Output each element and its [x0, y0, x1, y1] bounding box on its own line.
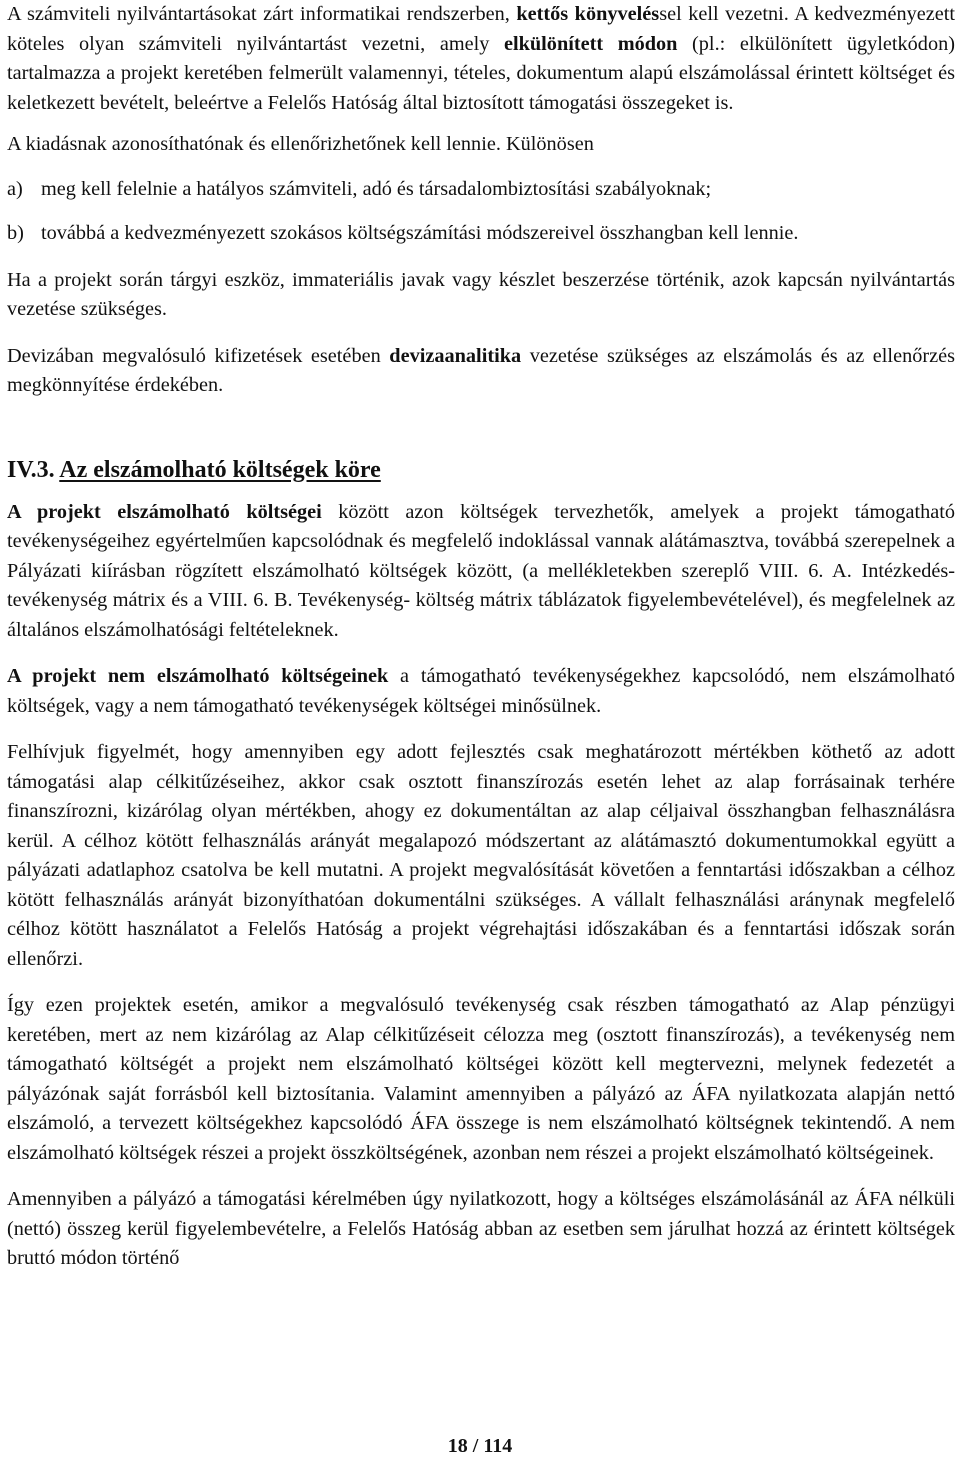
list-text: továbbá a kedvezményezett szokásos költségszámítási módszereivel összhangban kell lennie.	[41, 222, 799, 244]
bold-eligible-costs: A projekt elszámolható költségei	[7, 500, 322, 523]
section-title: Az elszámolható költségek köre	[59, 456, 381, 483]
paragraph-vat: Amennyiben a pályázó a támogatási kérelmében úgy nyilatkozott, hogy a költséges elszámolásánál az ÁFA nélküli (nettó) összeg kerül figyelembevételre, a Felelős Hatóság abban az esetben sem járulhat hozzá az érintett költségek bruttó módon történő	[7, 1188, 955, 1269]
section-heading	[7, 454, 955, 486]
paragraph-accounting-records: A számviteli nyilvántartásokat zárt informatikai rendszerben, kettős könyveléssel kell vezetni. A kedvezményezett köteles olyan számviteli nyilvántartást vezetni, amely elkülönített módon (pl.: elkülönített ügyletkódon) tartalmazza a projekt keretében felmerült valamennyi, tételes, dokumentum alapú elszámolással érintett költséget és keletkezett bevételt, beleértve a Felelős Hatóság által biztosított támogatási összegeket is.	[7, 3, 956, 114]
paragraph-partial-support: Így ezen projektek esetén, amikor a megvalósuló tevékenység csak részben támogatható az Alap pénzügyi keretében, mert az nem kizárólag az Alap célkitűzéseit célozza meg (osztott finanszírozás), a tevékenység nem támogatható költségét a projekt nem elszámolható költségei között kell megtervezni, melynek fedezetét a pályázónak saját forrásból kell biztosítania. Valamint amennyiben a pályázó az ÁFA nyilatkozata alapján nettó elszámoló, a tervezett költségekhez kapcsolódó ÁFA összege is nem elszámolható költségnek tekintendő. A nem elszámolható költségek részei a projekt összköltségének, azonban nem részei a projekt elszámolható költségeinek.	[7, 994, 955, 1164]
paragraph-ineligible-costs: A projekt nem elszámolható költségeinek a támogatható tevékenységekhez kapcsolódó, nem elszámolható költségek, vagy a nem támogatható tevékenységek költségei minősülnek.	[7, 665, 956, 717]
paragraph-eligible-costs: A projekt elszámolható költségei között azon költségek tervezhetők, amelyek a projekt támogatható tevékenységeihez egyértelműen kapcsolódnak és megfelelő indoklással vannak alátámasztva, továbbá szerepelnek a Pályázati kiírásban rögzített elszámolható költségek között, (a mellékletekben szereplő VIII. 6. A. Intézkedés- tevékenység mátrix és a VIII. 6. B. Tevékenység- költség mátrix táblázatok figyelembevételével), és megfelelnek az általános elszámolhatósági feltételeknek.	[7, 500, 955, 641]
document-page	[7, 0, 955, 1274]
list-marker: b)	[7, 222, 24, 244]
paragraph-asset-records: Ha a projekt során tárgyi eszköz, immateriális javak vagy készlet beszerzése történik, azok kapcsán nyilvántartás vezetése szükséges.	[7, 268, 955, 320]
section-number: IV.3.	[7, 456, 55, 483]
bold-double-entry: kettős könyvelés	[516, 3, 660, 25]
paragraph-shared-financing: Felhívjuk figyelmét, hogy amennyiben egy adott fejlesztés csak meghatározott mértékben köthető az adott támogatási alap célkitűzéseihez, akkor csak osztott finanszírozás esetén lehet az alap forrásainak terhére finanszírozni, kizárólag olyan mértékben, ahogy ez dokumentáltan az alap céljaival összhangban felhasználásra kerül. A célhoz kötött felhasználás arányát megalapozó módszertant az alátámasztó dokumentumokkal együtt a pályázati adatlaphoz csatolva be kell mutatni. A projekt megvalósítását követően a fenntartási időszakban a célhoz kötött felhasználás arányát bizonyíthatóan dokumentálni szükséges. A vállalt felhasználási aránynak megfelelő célhoz kötött használatot a Felelős Hatóság a projekt végrehajtási időszakában és a fenntartási időszak során ellenőrzi.	[7, 741, 955, 970]
list-text: meg kell felelnie a hatályos számviteli, adó és társadalombiztosítási szabályoknak;	[41, 177, 712, 200]
bold-separate-way: elkülönített módon	[503, 32, 678, 55]
page-number: 18 / 114	[447, 1435, 513, 1457]
paragraph-currency-analytics: Devizában megvalósuló kifizetések esetében devizaanalitika vezetése szükséges az elszámolás és az ellenőrzés megkönnyítése érdekében.	[7, 344, 955, 396]
paragraph-expense-identifiable: A kiadásnak azonosíthatónak és ellenőrizhetőnek kell lennie. Különösen	[7, 133, 594, 155]
bold-ineligible-costs: A projekt nem elszámolható költségeinek	[7, 665, 389, 687]
bold-currency-analytics: devizaanalitika	[389, 344, 522, 367]
list-item-b	[7, 219, 955, 249]
list-marker: a)	[7, 177, 23, 200]
list-item-a	[7, 175, 955, 205]
